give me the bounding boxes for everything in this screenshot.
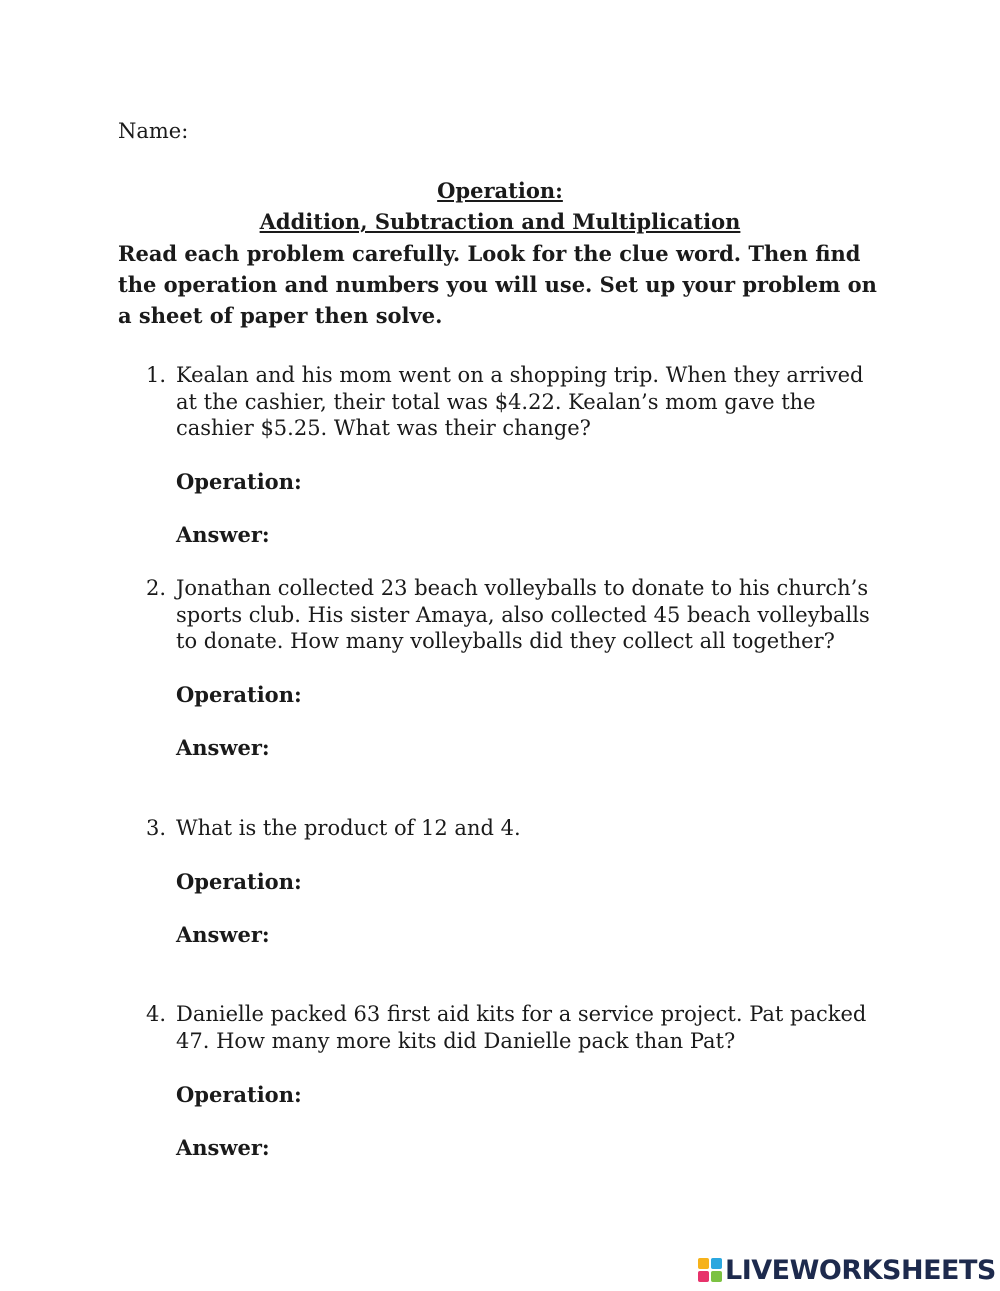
logo-text: LIVEWORKSHEETS [725,1254,996,1286]
logo-square [698,1258,709,1269]
answer-label: Answer: [176,1135,270,1160]
instructions: Read each problem carefully. Look for the clue word. Then find the operation and numbers you will use. Set up your problem on a sheet of paper then solve. [118,241,877,328]
problem-number: 4. [146,1002,167,1026]
answer-label: Answer: [176,735,270,760]
problem-text: Kealan and his mom went on a shopping trip. When they arrived at the cashier, their total was $4.22. Kealan’s mom gave the cashier $5.25. What was their change? [176,363,864,440]
logo-square [711,1258,722,1269]
page-title: Operation: [437,178,563,203]
answer-label: Answer: [176,922,270,947]
problem-number: 3. [146,816,167,840]
logo-square [711,1271,722,1282]
answer-label: Answer: [176,522,270,547]
problem-text: Jonathan collected 23 beach volleyballs to donate to his church’s sports club. His sister Amaya, also collected 45 beach volleyballs to donate. How many volleyballs did they collect all together? [176,576,870,653]
name-label: Name: [118,119,189,143]
problem-number: 1. [146,363,167,387]
page-subtitle: Addition, Subtraction and Multiplication [259,209,741,234]
problem-text: What is the product of 12 and 4. [176,816,521,840]
operation-label: Operation: [176,682,302,707]
logo-square [698,1271,709,1282]
operation-label: Operation: [176,1082,302,1107]
operation-label: Operation: [176,869,302,894]
liveworksheets-logo [698,1252,996,1288]
liveworksheets-logo-icon [698,1258,722,1282]
problem-number: 2. [146,576,167,600]
problem-text: Danielle packed 63 first aid kits for a service project. Pat packed 47. How many more kits did Danielle pack than Pat? [176,1002,867,1053]
operation-label: Operation: [176,469,302,494]
